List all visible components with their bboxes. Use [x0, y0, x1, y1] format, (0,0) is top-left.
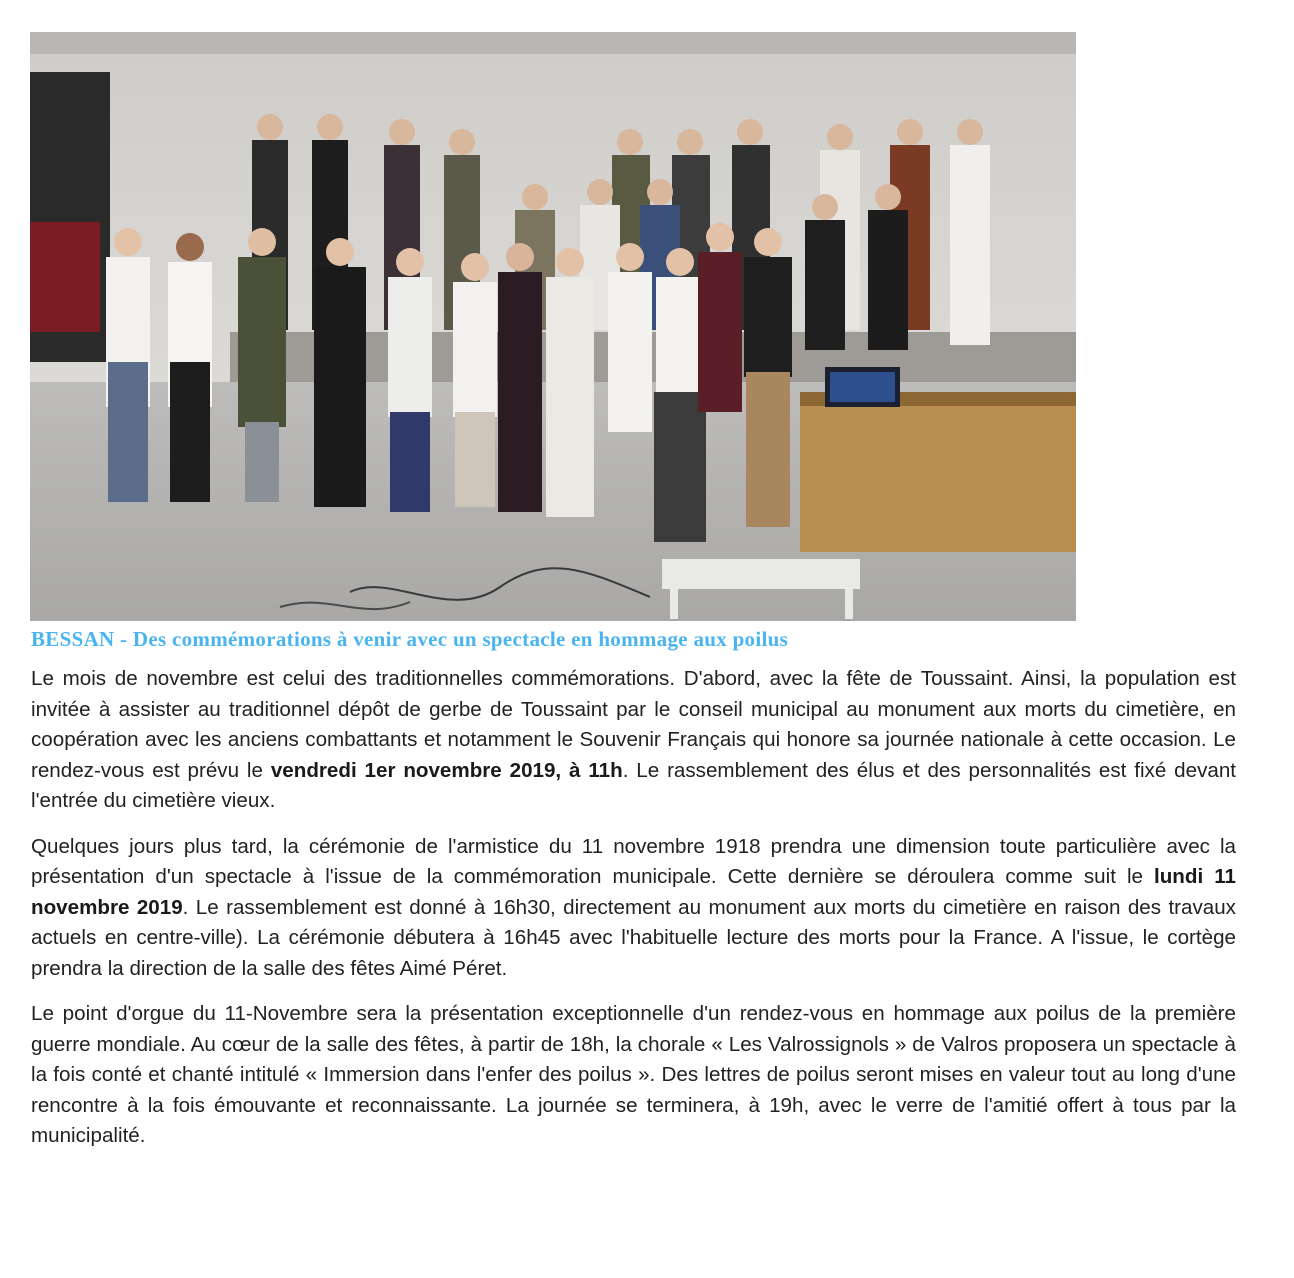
article-headline: BESSAN - Des commémorations à venir avec un spectacle en hommage aux poilus [31, 627, 789, 651]
paragraph-armistice [31, 832, 1236, 985]
paragraph-toussaint-text-2: . Le rassemblement des élus et des personnalités est fixé devant l'entrée du cimetière vieux. [31, 758, 1237, 812]
article-body [31, 664, 1236, 1167]
paragraph-armistice-text-2: . Le rassemblement est donné à 16h30, directement au monument aux morts du cimetière en raison des travaux actuels en centre-ville). La cérémonie débutera à 16h45 avec l'habituelle lecture des morts pour la France. A l'issue, le cortège prendra la direction de la salle des fêtes Aimé Péret. [31, 895, 1236, 980]
paragraph-toussaint-text-1: Le mois de novembre est celui des traditionnelles commémorations. D'abord, avec la fête de Toussaint. Ainsi, la population est invitée à assister au traditionnel dépôt de gerbe de Toussaint par le conseil municipal au monument aux morts du cimetière, en coopération avec les anciens combattants et notamment le Souvenir Français qui honore sa journée nationale à cette occasion. Le rendez-vous est prévu le [31, 667, 1236, 782]
paragraph-spectacle: Le point d'orgue du 11-Novembre sera la présentation exceptionnelle d'un rendez-vous en hommage aux poilus de la première guerre mondiale. Au cœur de la salle des fêtes, à partir de 18h, la chorale « Les Valrossignols » de Valros proposera un spectacle à la fois conté et chanté intitulé « Immersion dans l'enfer des poilus ». Des lettres de poilus seront mises en valeur tout au long d'une rencontre à la fois émouvante et reconnaissante. La journée se terminera, à 19h, avec le verre de l'amitié offert à tous par la municipalité. [31, 1002, 1236, 1147]
group-photo-illustration [30, 32, 1076, 621]
paragraph-armistice-text-1: Quelques jours plus tard, la cérémonie de l'armistice du 11 novembre 1918 prendra une dimension toute particulière avec la présentation d'un spectacle à l'issue de la commémoration municipale. Cette dernière se déroulera comme suit le [31, 834, 1236, 888]
paragraph-armistice-date: lundi 11 novembre 2019 [31, 865, 1236, 919]
paragraph-toussaint-date: vendredi 1er novembre 2019, à 11h [270, 758, 623, 782]
article-photo [30, 32, 1076, 621]
paragraph-toussaint [31, 664, 1236, 817]
